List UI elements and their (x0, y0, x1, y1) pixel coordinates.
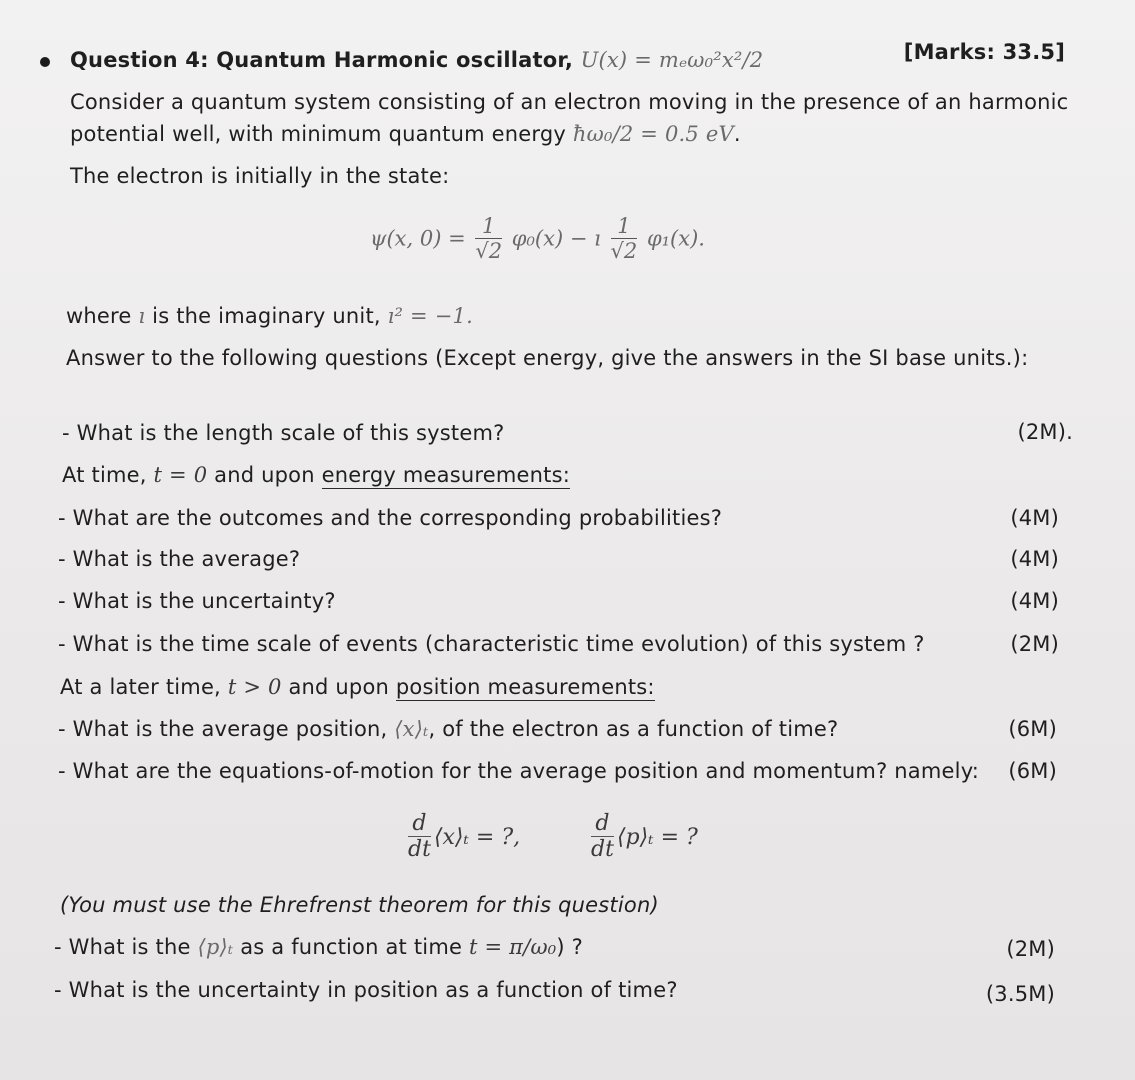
item-outcomes-marks: (4M) (1010, 506, 1059, 530)
energy-formula: ħω₀/2 = 0.5 eV (572, 122, 734, 146)
answer-instruction: Answer to the following questions (Except energy, give the answers in the SI base units.): (66, 346, 1029, 370)
initial-state-equation: ψ(x, 0) = $\frac{1}{√2}$ φ₀(x) − ı $\frac{1}{√2}$ φ₁(x). (370, 214, 705, 264)
bullet-point (40, 57, 50, 67)
ehrenfest-equation-p: $\frac{d}{dt}$ ⟨p⟩ₜ = ? (591, 811, 698, 863)
fraction-one-over-root2-b: $\frac{1}{√2}$ (610, 214, 638, 264)
ehrenfest-note: (You must use the Ehrefrenst theorem for this question) (60, 893, 659, 917)
item-average-position-marks: (6M) (1008, 717, 1057, 741)
item-time-scale: - What is the time scale of events (characteristic time evolution) of this system ? (58, 632, 925, 656)
item-momentum-at-time: - What is the ⟨p⟩ₜ as a function at time t = π/ω₀) ? (54, 935, 584, 959)
item-equations-of-motion: - What are the equations-of-motion for the average position and momentum? namely: (58, 759, 980, 783)
item-equations-of-motion-marks: (6M) (1008, 759, 1057, 783)
intro-line-1: Consider a quantum system consisting of an electron moving in the presence of an harmonic (70, 90, 1069, 114)
item-position-uncertainty: - What is the uncertainty in position as a function of time? (54, 978, 678, 1002)
potential-formula: U(x) = mₑω₀²x²/2 (580, 48, 764, 72)
item-average-position: - What is the average position, ⟨x⟩ₜ, of the electron as a function of time? (58, 717, 839, 741)
item-uncertainty: - What is the uncertainty? (58, 589, 336, 613)
intro-line-2: potential well, with minimum quantum energy ħω₀/2 = 0.5 eV. (70, 122, 741, 146)
item-uncertainty-marks: (4M) (1010, 589, 1059, 613)
item-time-scale-marks: (2M) (1010, 632, 1059, 656)
item-position-uncertainty-marks: (3.5M) (985, 982, 1055, 1006)
item-outcomes: - What are the outcomes and the corresponding probabilities? (58, 506, 723, 530)
item-momentum-at-time-marks: (2M) (1006, 937, 1055, 961)
question-title: Question 4: Quantum Harmonic oscillator, U(x) = mₑω₀²x²/2 (70, 48, 764, 72)
section-time-zero: At time, t = 0 and upon energy measurements: (62, 463, 570, 487)
item-length-scale: - What is the length scale of this system? (62, 421, 505, 445)
fraction-one-over-root2: $\frac{1}{√2}$ (475, 214, 503, 264)
marks-total: [Marks: 33.5] (903, 40, 1065, 64)
item-length-scale-marks: (2M). (1017, 420, 1073, 444)
section-later-time: At a later time, t > 0 and upon position measurements: (60, 675, 655, 699)
initial-state-label: The electron is initially in the state: (70, 164, 450, 188)
imaginary-unit-line: where ı is the imaginary unit, ı² = −1. (66, 304, 473, 328)
item-average: - What is the average? (58, 547, 301, 571)
ehrenfest-equation-x: $\frac{d}{dt}$ ⟨x⟩ₜ = ?, (408, 811, 521, 863)
item-average-marks: (4M) (1010, 547, 1059, 571)
